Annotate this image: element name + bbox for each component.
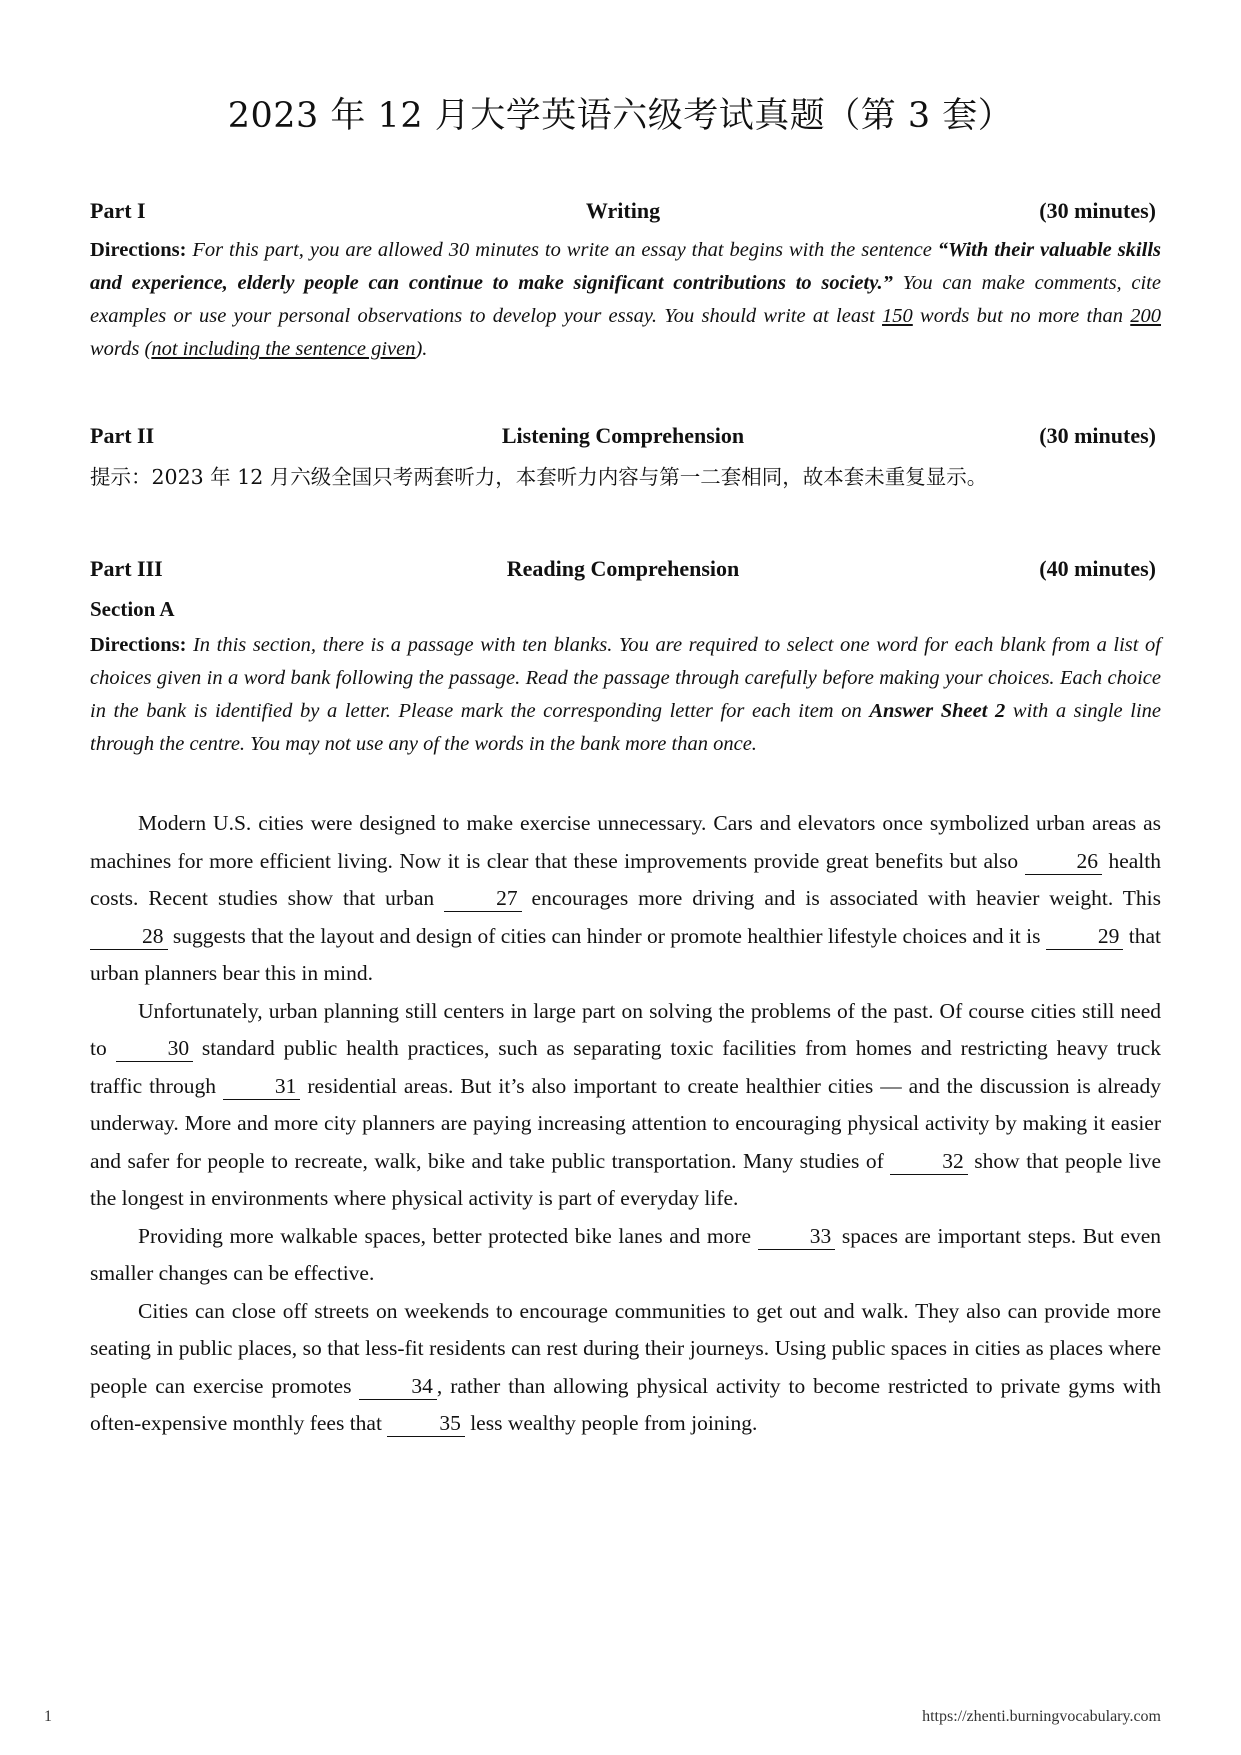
part2-name: Listening Comprehension bbox=[501, 423, 745, 448]
blank-30: 30 bbox=[116, 1035, 194, 1062]
min-words: 150 bbox=[882, 305, 913, 327]
part3-header bbox=[90, 556, 1156, 586]
directions-label: Directions: bbox=[90, 239, 187, 261]
max-words: 200 bbox=[1130, 305, 1161, 327]
blank-29: 29 bbox=[1046, 923, 1124, 950]
section-a-heading: Section A bbox=[90, 597, 175, 621]
part3-directions: Directions: In this section, there is a passage with ten blanks. You are required to select one word for each blank from a list of choices given in a word bank following the passage. Read the passage through carefully before making your choices. Each choice in the bank is identified by a letter. Please mark the corresponding letter for each item on Answer Sheet 2 with a single line through the centre. You may not use any of the words in the bank more than once. bbox=[90, 634, 1161, 755]
footer-url: https://zhenti.burningvocabulary.com bbox=[922, 1708, 1161, 1725]
reading-passage bbox=[90, 805, 1161, 1443]
exclusion-note: not including the sentence given bbox=[151, 338, 416, 360]
part2-label: Part II bbox=[90, 423, 155, 448]
blank-32: 32 bbox=[890, 1148, 968, 1175]
part1-label: Part I bbox=[90, 198, 146, 223]
blank-28: 28 bbox=[90, 923, 168, 950]
part1-directions: Directions: For this part, you are allowed 30 minutes to write an essay that begins with the sentence “With their valuable skills and experience, elderly people can continue to make significant contributions to society.” You can make comments, cite examples or use your personal observations to develop your essay. You should write at least 150 words but no more than 200 words (not including the sentence given). bbox=[90, 239, 1161, 360]
part3-label: Part III bbox=[90, 556, 163, 581]
part1-name: Writing bbox=[585, 198, 661, 223]
page-number: 1 bbox=[44, 1708, 52, 1725]
passage-paragraph-2: Unfortunately, urban planning still centers in large part on solving the problems of the past. Of course cities still need to 30 standard public health practices, such as separating toxic facilities from homes and restricting heavy truck traffic through 31 residential areas. But it’s also important to create healthier cities — and the discussion is already underway. More and more city planners are paying increasing attention to encouraging physical activity by making it easier and safer for people to recreate, walk, bike and take public transportation. Many studies of 32 show that people live the longest in environments where physical activity is part of everyday life. bbox=[90, 998, 1161, 1210]
blank-27: 27 bbox=[444, 885, 522, 912]
listening-notice: 提示：2023 年 12 月六级全国只考两套听力，本套听力内容与第一二套相同，故本套未重复显示。 bbox=[90, 465, 988, 489]
page-title: 2023 年 12 月大学英语六级考试真题（第 3 套） bbox=[227, 96, 1014, 136]
blank-35: 35 bbox=[387, 1410, 465, 1437]
blank-33: 33 bbox=[758, 1223, 836, 1250]
passage-paragraph-4: Cities can close off streets on weekends to encourage communities to get out and walk. They also can provide more seating in public places, so that less-fit residents can rest during their journeys. Using public spaces in cities as places where people can exercise promotes 34 , rather than allowing physical activity to become restricted to private gyms with often-expensive monthly fees that 35 less wealthy people from joining. bbox=[90, 1298, 1161, 1435]
passage-paragraph-1: Modern U.S. cities were designed to make exercise unnecessary. Cars and elevators once symbolized urban areas as machines for more efficient living. Now it is clear that these improvements provide great benefits but also 26 health costs. Recent studies show that urban 27 encourages more driving and is associated with heavier weight. This 28 suggests that the layout and design of cities can hinder or promote healthier lifestyle choices and it is 29 that urban planners bear this in mind. bbox=[90, 811, 1161, 985]
part3-name: Reading Comprehension bbox=[506, 556, 740, 581]
answer-sheet-ref: Answer Sheet 2 bbox=[869, 700, 1006, 722]
part2-header bbox=[90, 423, 1156, 453]
part1-header bbox=[90, 198, 1156, 228]
blank-26: 26 bbox=[1025, 848, 1103, 875]
directions-label: Directions: bbox=[90, 634, 187, 656]
part1-time: (30 minutes) bbox=[1039, 198, 1156, 223]
blank-31: 31 bbox=[223, 1073, 301, 1100]
blank-34: 34 bbox=[359, 1373, 437, 1400]
part3-time: (40 minutes) bbox=[1039, 556, 1156, 581]
part2-time: (30 minutes) bbox=[1039, 423, 1156, 448]
essay-prompt-sentence: “With their valuable skills and experience, elderly people can continue to make significant contributions to society.” bbox=[90, 239, 1161, 294]
passage-paragraph-3: Providing more walkable spaces, better protected bike lanes and more 33 spaces are important steps. But even smaller changes can be effective. bbox=[90, 1223, 1161, 1285]
